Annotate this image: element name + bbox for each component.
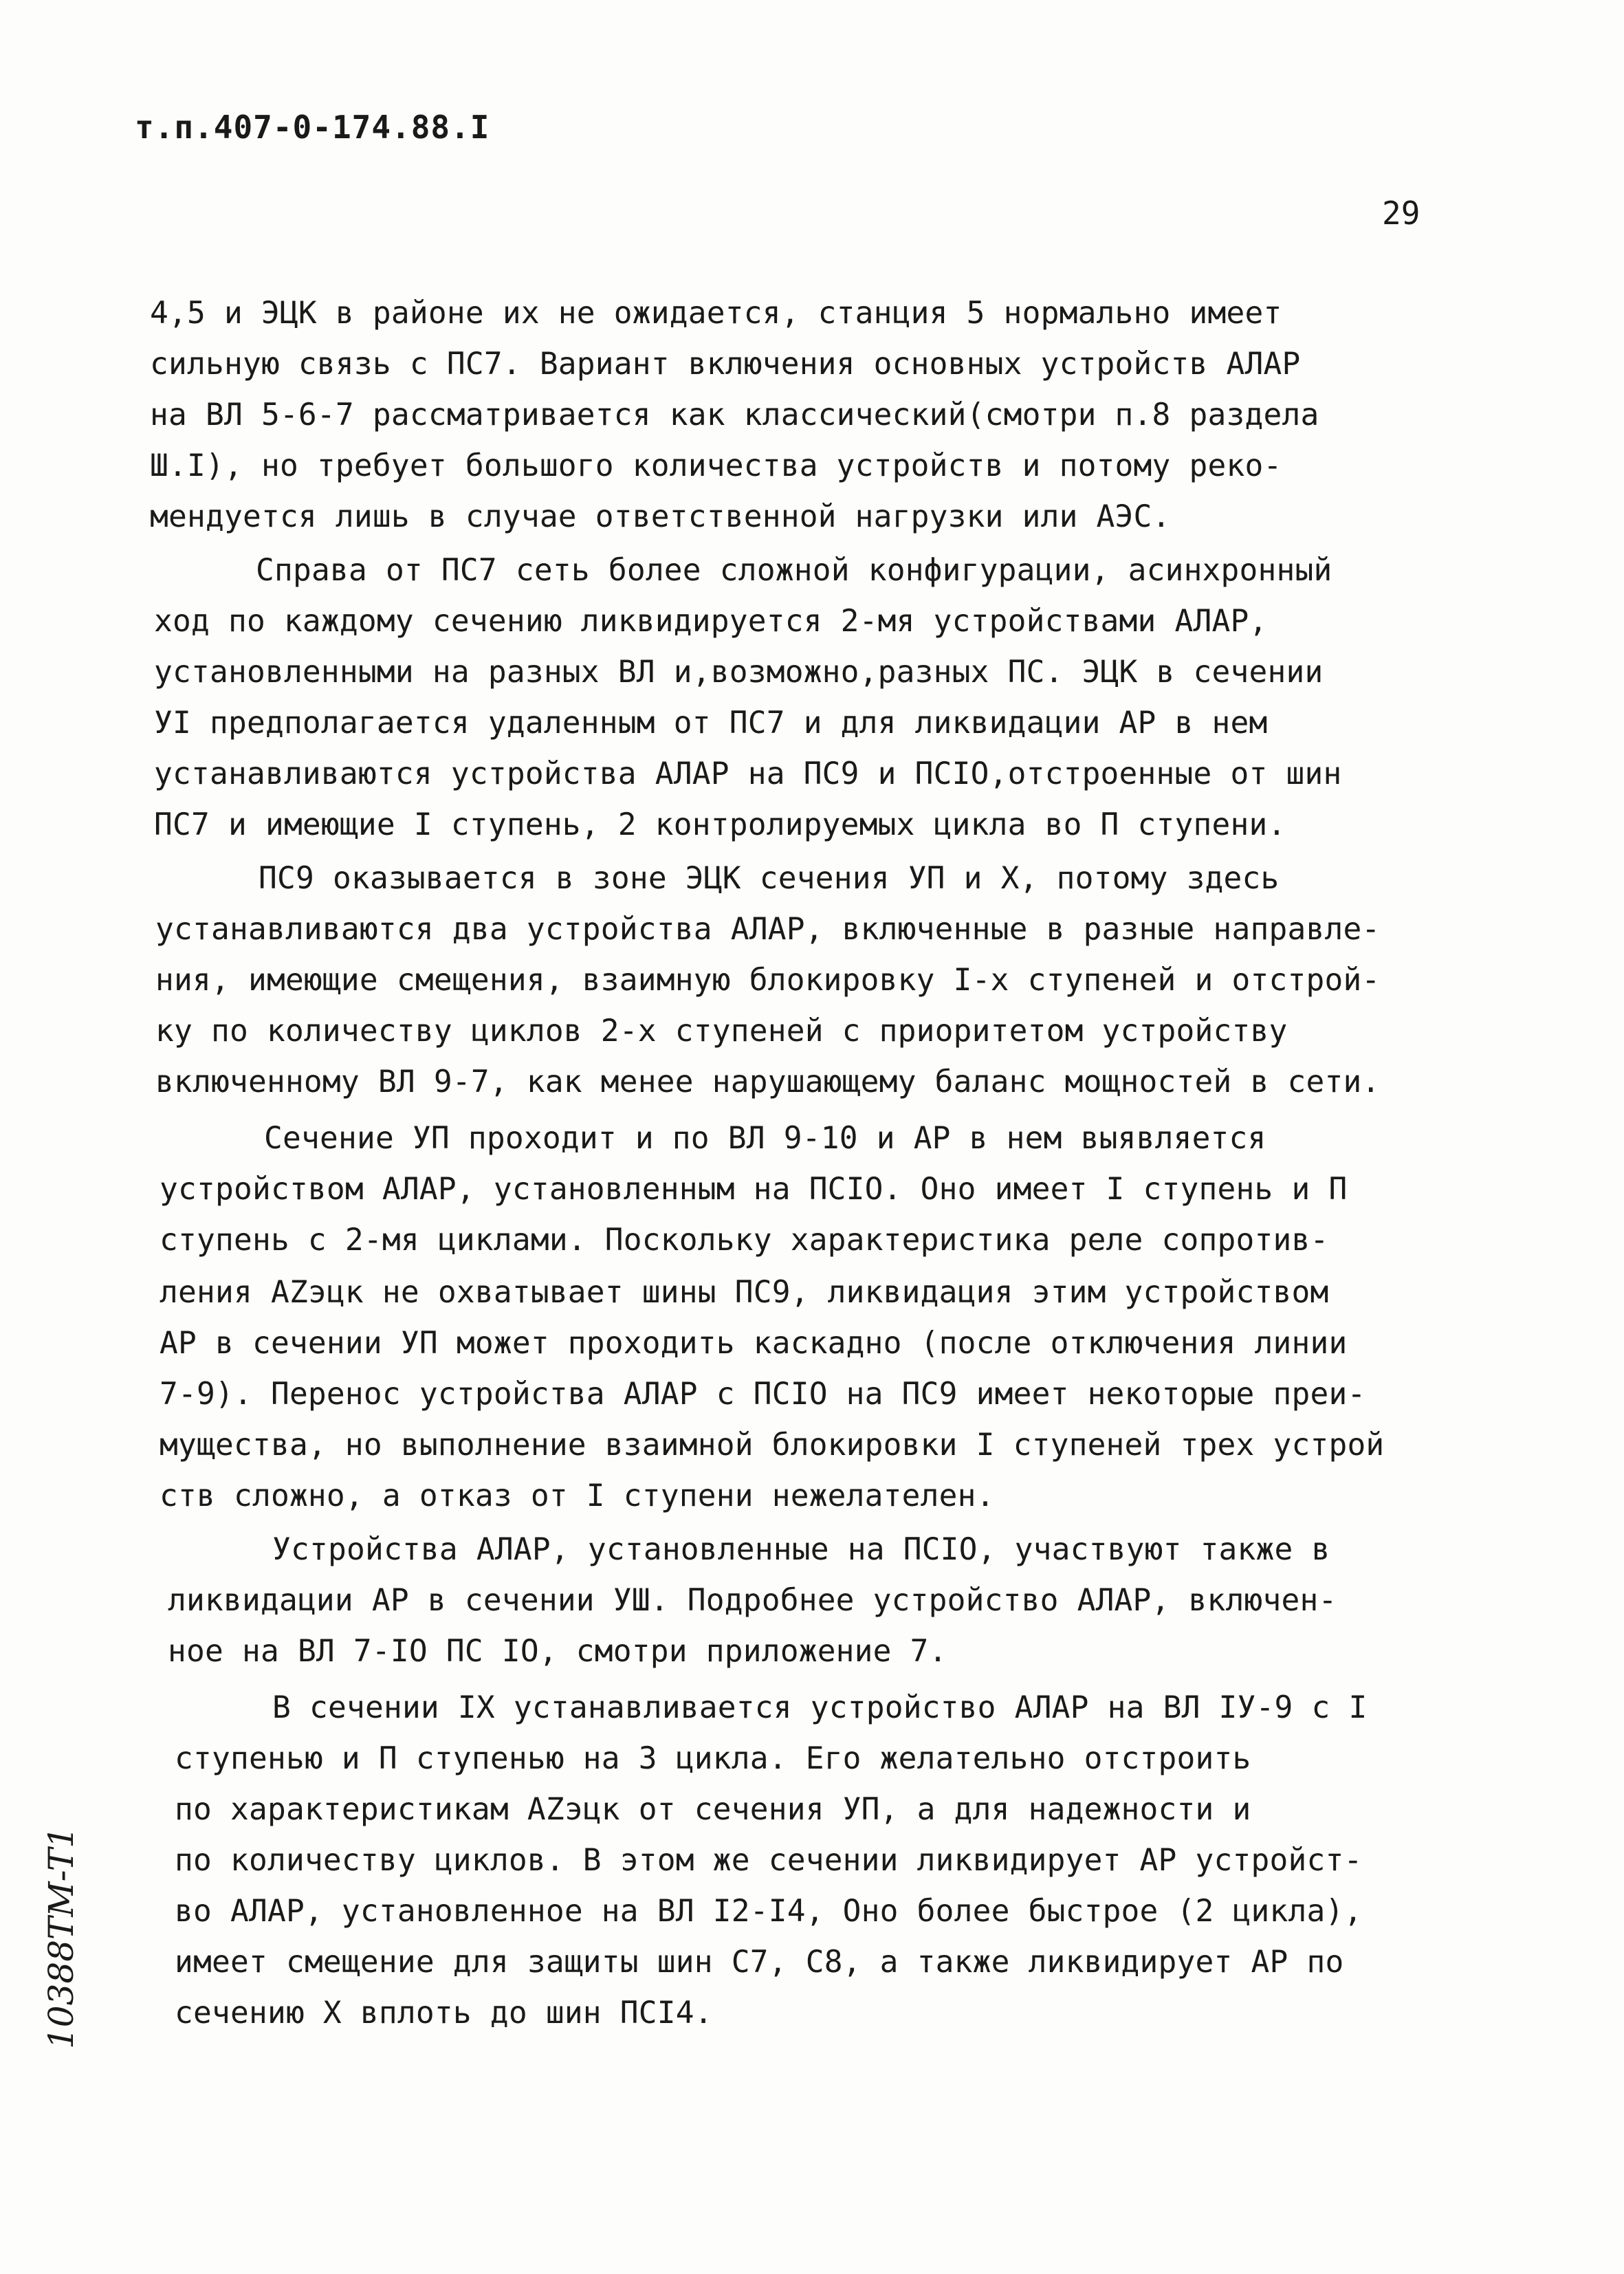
text-line: ку по количеству циклов 2-х ступеней с приоритетом устройству [155,1014,1288,1049]
text-line: ния, имеющие смещения, взаимную блокировку I-х ступеней и отстрой- [155,963,1381,998]
text-line: сечению Х вплоть до шин ПСI4. [175,1996,713,2031]
text-line: 4,5 и ЭЦК в районе их не ожидается, станция 5 нормально имеет [150,296,1282,331]
text-line: ное на ВЛ 7-IО ПС IО, смотри приложение 7. [168,1634,947,1669]
text-line: на ВЛ 5-6-7 рассматривается как классический(смотри п.8 раздела [150,397,1319,433]
text-line: мущества, но выполнение взаимной блокировки I ступеней трех устрой [160,1428,1385,1463]
text-line: Сечение УП проходит и по ВЛ 9-10 и АР в нем выявляется [264,1121,1266,1156]
text-line: включенному ВЛ 9-7, как менее нарушающему баланс мощностей в сети. [155,1064,1381,1100]
text-line: АР в сечении УП может проходить каскадно (после отключения линии [160,1326,1348,1361]
text-line: ств сложно, а отказ от I ступени нежелателен. [160,1478,995,1513]
text-line: устанавливаются два устройства АЛАР, включенные в разные направле- [155,912,1381,947]
text-line: устройством АЛАР, установленным на ПСIО. Оно имеет I ступень и П [160,1172,1348,1207]
text-line: сильную связь с ПС7. Вариант включения основных устройств АЛАР [150,347,1301,382]
text-line: имеет смещение для защиты шин С7, С8, а также ликвидирует АР по [175,1945,1344,1980]
text-line: мендуется лишь в случае ответственной нагрузки или АЭС. [150,499,1171,534]
margin-stamp: 10388TM-T1 [41,1826,81,2049]
text-line: УI предполагается удаленным от ПС7 и для ликвидации АР в нем [154,706,1268,741]
text-line: ления AZэцк не охватывает шины ПС9, ликвидация этим устройством [160,1275,1329,1310]
text-line: установленными на разных ВЛ и,возможно,разных ПС. ЭЦК в сечении [154,655,1324,690]
document-code: т.п.407-0-174.88.I [135,109,490,146]
text-line: во АЛАР, установленное на ВЛ I2-I4, Оно более быстрое (2 цикла), [175,1894,1363,1929]
text-line: 7-9). Перенос устройства АЛАР с ПСIО на ПС9 имеет некоторые преи- [160,1377,1366,1412]
text-line: Ш.I), но требует большого количества устройств и потому реко- [150,448,1282,483]
text-line: ПС9 оказывается в зоне ЭЦК сечения УП и Х, потому здесь [259,861,1280,896]
text-line: Устройства АЛАР, установленные на ПСIО, участвуют также в [272,1532,1330,1567]
text-line: ступень с 2-мя циклами. Поскольку характеристика реле сопротив- [160,1223,1329,1258]
text-line: ликвидации АР в сечении УШ. Подробнее устройство АЛАР, включен- [168,1583,1337,1618]
text-line: по количеству циклов. В этом же сечении ликвидирует АР устройст- [175,1843,1363,1878]
text-line: ход по каждому сечению ликвидируется 2-мя устройствами АЛАР, [154,604,1268,639]
text-line: В сечении IX устанавливается устройство АЛАР на ВЛ IУ-9 с I [272,1690,1368,1725]
page-number: 29 [1382,195,1420,232]
text-line: устанавливаются устройства АЛАР на ПС9 и ПСIО,отстроенные от шин [154,756,1342,791]
text-line: по характеристикам AZэцк от сечения УП, а для надежности и [175,1792,1251,1827]
text-line: ПС7 и имеющие I ступень, 2 контролируемых цикла во П ступени. [154,807,1286,842]
text-line: Справа от ПС7 сеть более сложной конфигурации, асинхронный [256,553,1332,588]
text-line: ступенью и П ступенью на 3 цикла. Его желательно отстроить [175,1741,1251,1776]
